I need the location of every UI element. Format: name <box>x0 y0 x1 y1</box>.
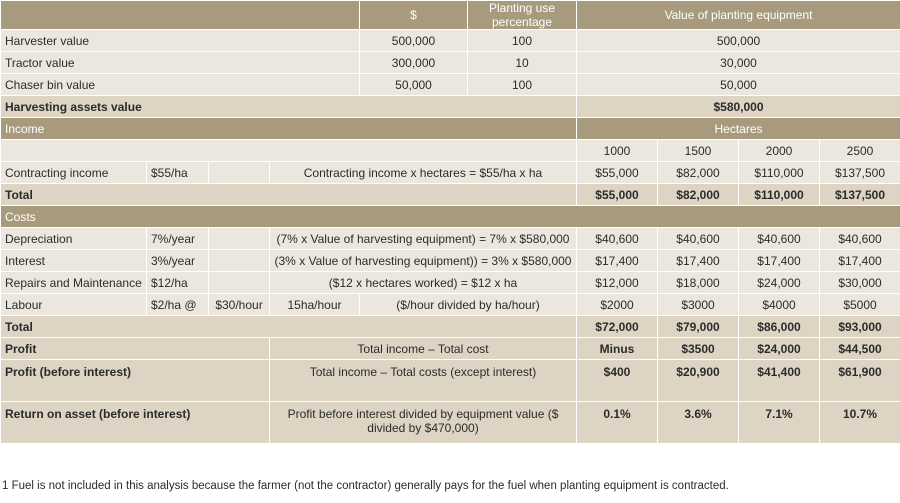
asset-dollar: 50,000 <box>360 74 468 96</box>
blank-cell <box>1 140 577 162</box>
asset-value: 30,000 <box>577 52 900 74</box>
value-cell: $110,000 <box>739 162 820 184</box>
value-cell: $17,400 <box>739 250 820 272</box>
rate-cell: $12/ha <box>147 272 209 294</box>
hectares-value: 2000 <box>739 140 820 162</box>
value-cell: $400 <box>577 360 658 402</box>
row-label: Harvesting assets value <box>1 96 577 118</box>
profit-before-interest-row <box>1 360 900 402</box>
asset-value: 500,000 <box>577 30 900 52</box>
header-planting-use: Planting use percentage <box>468 1 577 30</box>
table-row <box>1 228 900 250</box>
formula-cell: ($12 x hectares worked) = $12 x ha <box>270 272 577 294</box>
value-cell: $2000 <box>577 294 658 316</box>
profit-row <box>1 338 900 360</box>
value-cell: Minus <box>577 338 658 360</box>
value-cell: $82,000 <box>658 162 739 184</box>
value-cell: $82,000 <box>658 184 739 206</box>
costs-total-row <box>1 316 900 338</box>
formula-cell: Total income – Total cost <box>270 338 577 360</box>
value-cell: $86,000 <box>739 316 820 338</box>
hectares-value: 1000 <box>577 140 658 162</box>
row-label: Harvester value <box>1 30 360 52</box>
costs-section-row <box>1 206 900 228</box>
value-cell: $20,900 <box>658 360 739 402</box>
value-cell: $40,600 <box>577 228 658 250</box>
header-blank <box>1 1 360 30</box>
blank-cell <box>209 162 270 184</box>
blank-cell <box>209 272 270 294</box>
value-cell: $44,500 <box>820 338 900 360</box>
assets-total-row <box>1 96 900 118</box>
table-header-row <box>1 1 900 30</box>
formula-cell: (7% x Value of harvesting equipment) = 7% x $580,000 <box>270 228 577 250</box>
header-dollar: $ <box>360 1 468 30</box>
asset-dollar: 500,000 <box>360 30 468 52</box>
row-label: Return on asset (before interest) <box>1 402 270 444</box>
value-cell: $55,000 <box>577 184 658 206</box>
value-cell: $72,000 <box>577 316 658 338</box>
asset-use: 100 <box>468 30 577 52</box>
value-cell: $79,000 <box>658 316 739 338</box>
row-label: Profit (before interest) <box>1 360 270 402</box>
value-cell: $40,600 <box>739 228 820 250</box>
hectares-label: Hectares <box>577 118 900 140</box>
section-label: Costs <box>1 206 900 228</box>
value-cell: $3500 <box>658 338 739 360</box>
header-planting-value: Value of planting equipment <box>577 1 900 30</box>
table-row <box>1 272 900 294</box>
row-label: Tractor value <box>1 52 360 74</box>
table-row <box>1 30 900 52</box>
section-label: Income <box>1 118 577 140</box>
asset-use: 100 <box>468 74 577 96</box>
value-cell: $4000 <box>739 294 820 316</box>
formula-cell: Profit before interest divided by equipment value ($ divided by $470,000) <box>270 402 577 444</box>
row-label: Repairs and Maintenance <box>1 272 147 294</box>
formula-cell: Total income – Total costs (except interest) <box>270 360 577 402</box>
row-label: Chaser bin value <box>1 74 360 96</box>
value-cell: $41,400 <box>739 360 820 402</box>
value-cell: $18,000 <box>658 272 739 294</box>
value-cell: $5000 <box>820 294 900 316</box>
value-cell: $30,000 <box>820 272 900 294</box>
rate-cell: 7%/year <box>147 228 209 250</box>
row-label: Profit <box>1 338 270 360</box>
value-cell: $24,000 <box>739 272 820 294</box>
row-label: Interest <box>1 250 147 272</box>
value-cell: 3.6% <box>658 402 739 444</box>
assets-total-value: $580,000 <box>577 96 900 118</box>
value-cell: $93,000 <box>820 316 900 338</box>
hectares-row <box>1 140 900 162</box>
value-cell: 0.1% <box>577 402 658 444</box>
row-label: Labour <box>1 294 147 316</box>
hectares-value: 1500 <box>658 140 739 162</box>
value-cell: $110,000 <box>739 184 820 206</box>
value-cell: $40,600 <box>658 228 739 250</box>
value-cell: $12,000 <box>577 272 658 294</box>
table-row <box>1 52 900 74</box>
hectares-value: 2500 <box>820 140 900 162</box>
row-label: Depreciation <box>1 228 147 250</box>
table-row <box>1 294 900 316</box>
value-cell: $137,500 <box>820 162 900 184</box>
formula-cell: ($/hour divided by ha/hour) <box>360 294 577 316</box>
value-cell: $61,900 <box>820 360 900 402</box>
rate-cell: $2/ha @ <box>147 294 209 316</box>
blank-cell <box>209 250 270 272</box>
value-cell: 7.1% <box>739 402 820 444</box>
value-cell: $17,400 <box>658 250 739 272</box>
value-cell: $3000 <box>658 294 739 316</box>
formula-cell: Contracting income x hectares = $55/ha x ha <box>270 162 577 184</box>
asset-use: 10 <box>468 52 577 74</box>
rate-cell: $55/ha <box>147 162 209 184</box>
row-label: Total <box>1 184 577 206</box>
table-row <box>1 74 900 96</box>
speed-cell: 15ha/hour <box>270 294 360 316</box>
table-row <box>1 250 900 272</box>
asset-value: 50,000 <box>577 74 900 96</box>
value-cell: 10.7% <box>820 402 900 444</box>
hourly-rate-cell: $30/hour <box>209 294 270 316</box>
value-cell: $55,000 <box>577 162 658 184</box>
formula-cell: (3% x Value of harvesting equipment)) = 3% x $580,000 <box>270 250 577 272</box>
return-on-asset-row <box>1 402 900 444</box>
income-section-row <box>1 118 900 140</box>
row-label: Total <box>1 316 577 338</box>
rate-cell: 3%/year <box>147 250 209 272</box>
value-cell: $40,600 <box>820 228 900 250</box>
row-label: Contracting income <box>1 162 147 184</box>
table-row <box>1 162 900 184</box>
value-cell: $17,400 <box>820 250 900 272</box>
value-cell: $24,000 <box>739 338 820 360</box>
blank-cell <box>209 228 270 250</box>
asset-dollar: 300,000 <box>360 52 468 74</box>
income-total-row <box>1 184 900 206</box>
value-cell: $17,400 <box>577 250 658 272</box>
footnote: 1 Fuel is not included in this analysis because the farmer (not the contractor) generally pays for the fuel when planting equipment is contracted. <box>2 480 729 492</box>
value-cell: $137,500 <box>820 184 900 206</box>
